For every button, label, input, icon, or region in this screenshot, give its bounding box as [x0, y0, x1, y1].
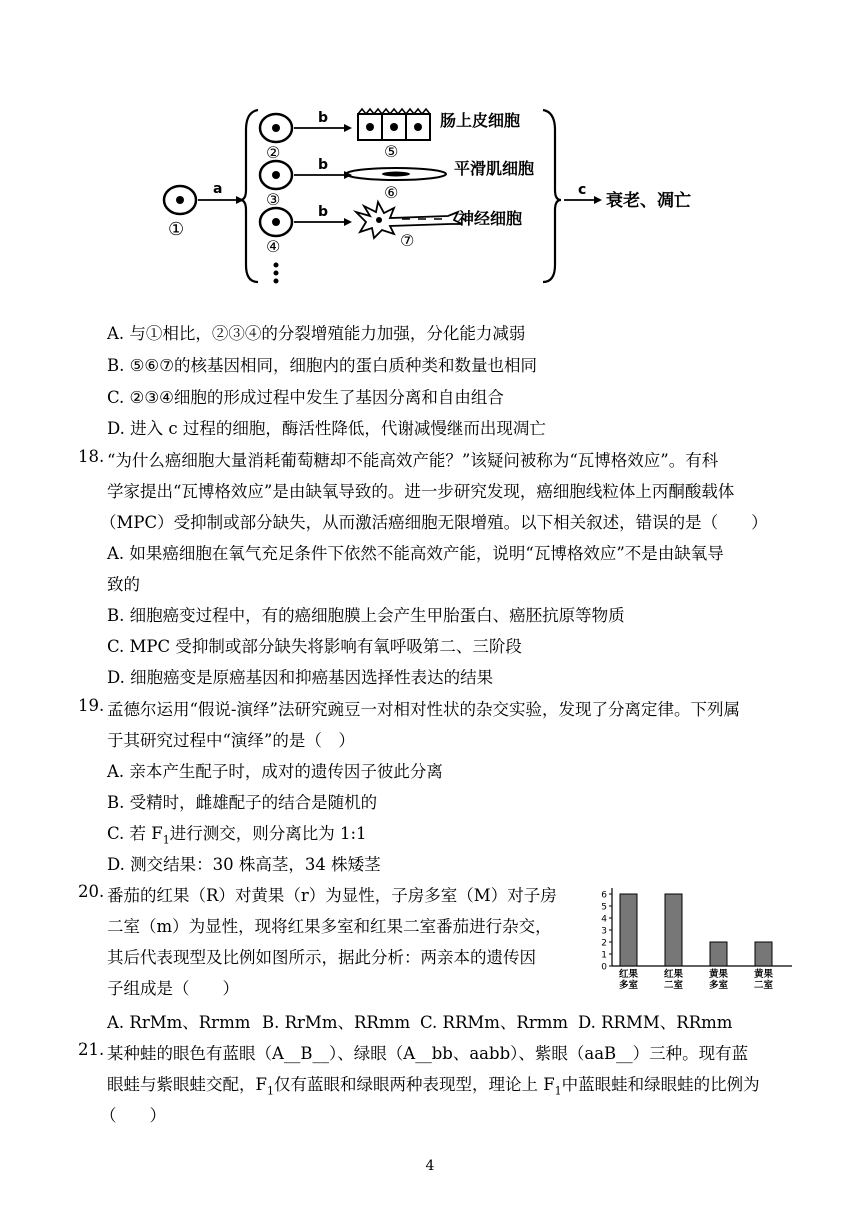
- smooth-muscle-cell-icon: [346, 168, 446, 180]
- intestine-label: 肠上皮细胞: [440, 111, 521, 130]
- q18-option-c: C. MPC 受抑制或部分缺失将影响有氧呼吸第二、三阶段: [107, 637, 522, 656]
- smooth-muscle-label: 平滑肌细胞: [454, 159, 535, 178]
- q19-option-c-sub: 1: [162, 833, 170, 847]
- nerve-label: 神经细胞: [458, 209, 523, 228]
- bar: [665, 894, 682, 966]
- q20-number: 20.: [78, 882, 105, 901]
- cell-2: [260, 114, 292, 142]
- q20-stem-4: 子组成是（ ）: [107, 979, 239, 998]
- cell-1-label: ①: [168, 219, 185, 240]
- arrow-b-label-2: b: [318, 157, 329, 173]
- q20-option-d: D. RRMM、RRmm: [578, 1013, 733, 1032]
- x-tick-label: 多室: [618, 980, 639, 991]
- q20-option-c: C. RRMm、Rrmm: [420, 1013, 569, 1032]
- x-tick-label: 红果: [618, 969, 639, 980]
- cell-7-label: ⑦: [400, 231, 415, 250]
- q19-option-c: [107, 820, 367, 846]
- y-tick-label: 2: [601, 938, 607, 949]
- q21-number: 21.: [78, 1040, 105, 1059]
- phenotype-bar-chart: [598, 880, 798, 998]
- y-tick-label: 1: [601, 950, 607, 961]
- x-tick-label: 红果: [663, 969, 684, 980]
- y-tick-label: 4: [601, 914, 607, 925]
- q19-option-b: B. 受精时，雌雄配子的结合是随机的: [107, 793, 378, 812]
- arrow-b-label-3: b: [318, 204, 329, 220]
- q19-option-c-pre: C. 若 F: [107, 824, 163, 843]
- q18-option-b: B. 细胞癌变过程中，有的癌细胞膜上会产生甲胎蛋白、癌胚抗原等物质: [107, 606, 625, 625]
- q18-stem-1: “为什么癌细胞大量消耗葡萄糖却不能高效产能？”该疑问被称为“瓦博格效应”。有科: [107, 451, 719, 470]
- q17-option-b: B. ⑤⑥⑦的核基因相同，细胞内的蛋白质种类和数量也相同: [107, 356, 537, 375]
- arrow-a-label: a: [213, 181, 223, 197]
- x-tick-label: 二室: [663, 980, 684, 991]
- cell-1: [164, 186, 196, 214]
- q18-option-a-1: A. 如果癌细胞在氧气充足条件下依然不能高效产能，说明“瓦博格效应”不是由缺氧导: [107, 544, 724, 563]
- cell-differentiation-diagram: [158, 100, 718, 290]
- q18-number: 18.: [78, 447, 105, 466]
- q20-stem-2: 二室（m）为显性，现将红果多室和红果二室番茄进行杂交，: [107, 917, 552, 936]
- q20-option-a: A. RrMm、Rrmm: [107, 1013, 251, 1032]
- aging-label: 衰老、凋亡: [606, 191, 691, 211]
- x-tick-label: 黄果: [708, 969, 729, 980]
- q17-option-a: A. 与①相比，②③④的分裂增殖能力加强，分化能力减弱: [107, 324, 526, 343]
- q20-option-b: B. RrMm、RRmm: [262, 1013, 411, 1032]
- cell-4-label: ④: [266, 237, 281, 256]
- x-tick-label: 二室: [753, 980, 774, 991]
- q18-option-a-2: 致的: [107, 575, 140, 594]
- q21-stem-2-mid: 仅有蓝眼和绿眼两种表现型，理论上 F: [273, 1075, 555, 1094]
- y-tick-label: 6: [601, 890, 607, 901]
- q19-option-d: D. 测交结果：30 株高茎，34 株矮茎: [107, 855, 381, 874]
- cell-5-label: ⑤: [384, 142, 399, 161]
- q19-option-a: A. 亲本产生配子时，成对的遗传因子彼此分离: [107, 762, 443, 781]
- q18-option-d: D. 细胞癌变是原癌基因和抑癌基因选择性表达的结果: [107, 668, 494, 687]
- q20-stem-3: 其后代表现型及比例如图所示，据此分析：两亲本的遗传因: [107, 948, 536, 967]
- y-tick-label: 5: [601, 902, 607, 913]
- bar: [755, 942, 772, 966]
- q21-stem-1: 某种蛙的眼色有蓝眼（A__B__）、绿眼（A__bb、aabb）、紫眼（aaB__）三种。现有蓝: [107, 1044, 749, 1063]
- cell-6-label: ⑥: [384, 183, 399, 202]
- q21-stem-2-sub-1: 1: [266, 1084, 274, 1098]
- q21-stem-3: （ ）: [100, 1106, 166, 1125]
- arrow-c-label: c: [578, 182, 587, 198]
- q18-stem-3: （MPC）受抑制或部分缺失，从而激活癌细胞无限增殖。以下相关叙述，错误的是（ ）: [100, 513, 768, 532]
- q20-stem-1: 番茄的红果（R）对黄果（r）为显性，子房多室（M）对子房: [107, 886, 557, 905]
- q21-stem-2-pre: 眼蛙与紫眼蛙交配，F: [107, 1075, 267, 1094]
- x-tick-label: 多室: [708, 980, 729, 991]
- q21-stem-2: [107, 1071, 760, 1097]
- arrow-b-label-1: b: [318, 110, 329, 126]
- x-tick-label: 黄果: [753, 969, 774, 980]
- cell-3-label: ③: [266, 190, 281, 209]
- q19-option-c-post: 进行测交，则分离比为 1:1: [169, 824, 367, 843]
- q17-option-d: D. 进入 c 过程的细胞，酶活性降低，代谢减慢继而出现凋亡: [107, 419, 546, 438]
- cell-4: [260, 208, 292, 236]
- q21-stem-2-sub-2: 1: [554, 1084, 562, 1098]
- page-number: 4: [425, 1158, 435, 1174]
- intestinal-cells-icon: [358, 109, 430, 140]
- q19-stem-1: 孟德尔运用“假说-演绎”法研究豌豆一对相对性状的杂交实验，发现了分离定律。下列属: [107, 700, 740, 719]
- q21-stem-2-post: 中蓝眼蛙和绿眼蛙的比例为: [561, 1075, 760, 1094]
- bar: [710, 942, 727, 966]
- q19-number: 19.: [78, 696, 105, 715]
- q19-stem-2: 于其研究过程中“演绎”的是（ ）: [107, 731, 355, 750]
- y-tick-label: 3: [601, 926, 607, 937]
- cell-2-label: ②: [266, 143, 281, 162]
- q18-stem-2: 学家提出“瓦博格效应”是由缺氧导致的。进一步研究发现，癌细胞线粒体上丙酮酸载体: [107, 482, 735, 501]
- q17-option-c: C. ②③④细胞的形成过程中发生了基因分离和自由组合: [107, 388, 504, 407]
- vertical-dots: [274, 263, 279, 284]
- bar: [620, 894, 637, 966]
- cell-3: [260, 161, 292, 189]
- y-tick-label: 0: [601, 962, 607, 973]
